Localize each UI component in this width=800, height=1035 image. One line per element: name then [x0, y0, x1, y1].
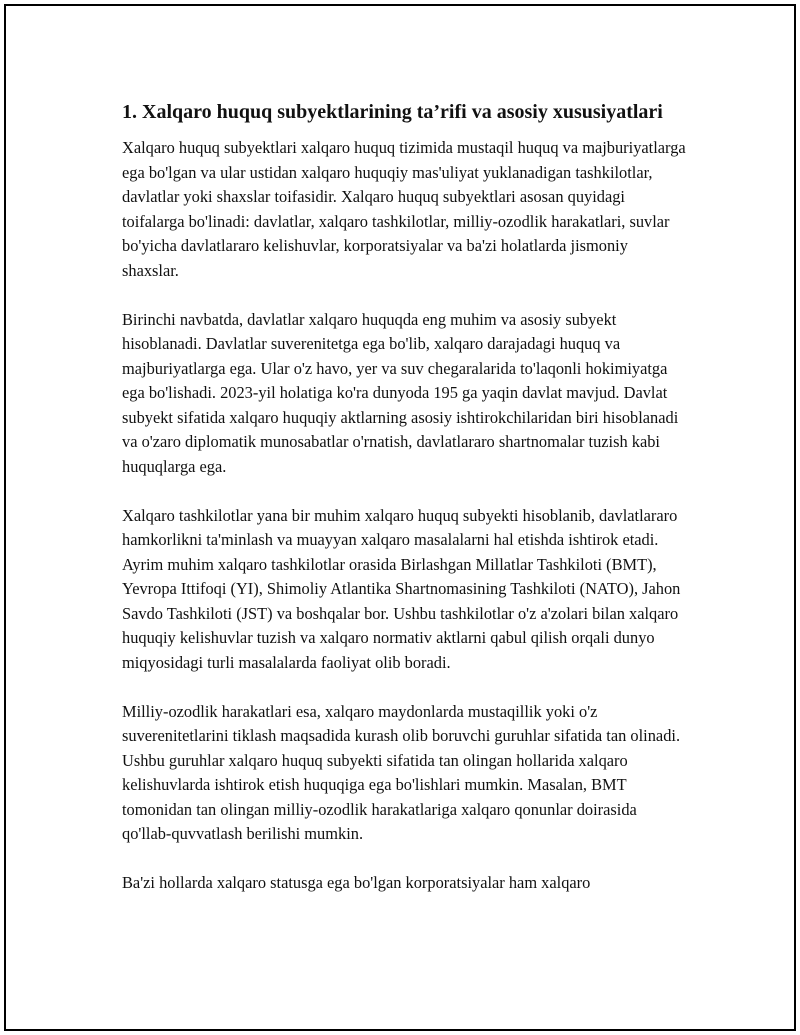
paragraph-liberation-movements: Milliy-ozodlik harakatlari esa, xalqaro maydonlarda mustaqillik yoki o'z suverenitetlarini tiklash maqsadida kurash olib boruvchi guruhlar sifatida tan olinadi. Ushbu guruhlar xalqaro huquq subyekti sifatida tan olingan hollarida xalqaro kelishuvlarda ishtirok etish huquqiga ega bo'lishlari mumkin. Masalan, BMT tomonidan tan olingan milliy-ozodlik harakatlariga xalqaro qonunlar doirasida qo'llab-quvvatlash berilishi mumkin. — [122, 701, 681, 843]
page-border — [4, 4, 796, 1031]
paragraph-states: Birinchi navbatda, davlatlar xalqaro huquqda eng muhim va asosiy subyekt hisoblanadi. Davlatlar suverenitetga ega bo'lib, xalqaro darajadagi huquq va majburiyatlarga ega. Ular o'z havo, yer va suv chegaralarida to'laqonli hokimiyatga ega bo'lishadi. 2023-yil holatiga ko'ra dunyoda 195 ga yaqin davlat mavjud. Davlat subyekt sifatida xalqaro huquqiy aktlarning asosiy ishtirokchilaridan biri hisoblanadi va o'zaro diplomatik munosabatlar o'rnatish, davlatlararo shartnomalar tuzish kabi huquqlarga ega. — [122, 309, 679, 476]
paragraph-international-organizations: Xalqaro tashkilotlar yana bir muhim xalqaro huquq subyekti hisoblanib, davlatlararo hamkorlikni ta'minlash va muayyan xalqaro masalalarni hal etishda ishtirok etadi. Ayrim muhim xalqaro tashkilotlar orasida Birlashgan Millatlar Tashkiloti (BMT), Yevropa Ittifoqi (YI), Shimoliy Atlantika Shartnomasining Tashkiloti (NATO), Jahon Savdo Tashkiloti (JST) va boshqalar bor. Ushbu tashkilotlar o'z a'zolari bilan xalqaro huquqiy kelishuvlar tuzish va xalqaro normativ aktlarni qabul qilish orqali dunyo miqyosidagi turli masalalarda faoliyat olib boradi. — [122, 505, 681, 672]
paragraph-definition: Xalqaro huquq subyektlari xalqaro huquq tizimida mustaqil huquq va majburiyatlarga ega bo'lgan va ular ustidan xalqaro huquqiy mas'uliyat yuklanadigan tashkilotlar, davlatlar yoki shaxslar toifasidir. Xalqaro huquq subyektlari asosan quyidagi toifalarga bo'linadi: davlatlar, xalqaro tashkilotlar, milliy-ozodlik harakatlari, suvlar bo'yicha davlatlararo kelishuvlar, korporatsiyalar va ba'zi holatlarda jismoniy shaxslar. — [122, 138, 686, 280]
paragraph-corporations: Ba'zi hollarda xalqaro statusga ega bo'lgan korporatsiyalar ham xalqaro — [122, 873, 591, 892]
section-heading: 1. Xalqaro huquq subyektlarining ta’rifi va asosiy xususiyatlari — [122, 101, 663, 123]
document-body — [122, 98, 688, 920]
